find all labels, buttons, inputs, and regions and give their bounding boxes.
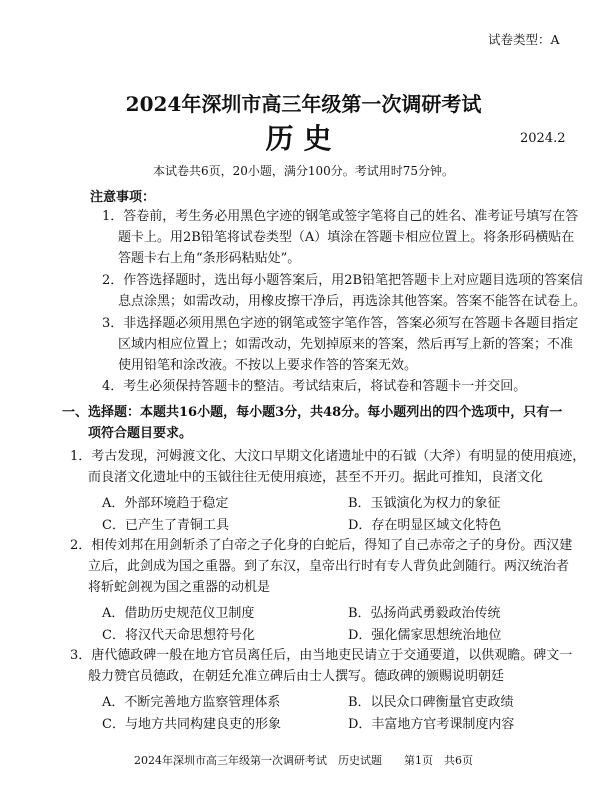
question-1-option-c: C．已产生了青铜工具 xyxy=(102,518,229,533)
question-3-option-b: B．以民众口碑衡量官吏政绩 xyxy=(348,695,514,710)
question-3-line-1: 3．唐代德政碑一般在地方官员离任后，由当地吏民请立于交通要道，以供观瞻。碑文一 xyxy=(70,648,573,663)
notice-3-line-3: 使用铅笔和涂改液。不按以上要求作答的答案无效。 xyxy=(118,358,418,373)
notice-1-line-3: 答题卡右上角“条形码粘贴处”。 xyxy=(118,251,301,266)
exam-date: 2024.2 xyxy=(520,131,566,146)
question-3-option-d: D．丰富地方官考课制度内容 xyxy=(348,717,515,732)
notice-2-line-2: 息点涂黑；如需改动，用橡皮擦干净后，再选涂其他答案。答案不能答在试卷上。 xyxy=(118,294,587,309)
question-1-line-1: 1．考古发现，河姆渡文化、大汶口早期文化诸遗址中的石钺（大斧）有明显的使用痕迹， xyxy=(70,449,586,464)
notice-1-line-1: 1．答卷前，考生务必用黑色字迹的钢笔或签字笔将自己的姓名、准考证号填写在答 xyxy=(102,209,579,224)
notice-2-line-1: 2．作答选择题时，选出每小题答案后，用2B铅笔把答题卡上对应题目选项的答案信 xyxy=(102,273,584,288)
question-2-option-c: C．将汉代天命思想符号化 xyxy=(102,628,255,643)
page-footer: 2024年深圳市高三年级第一次调研考试 历史试题 第1页 共6页 xyxy=(134,754,473,767)
question-3-line-2: 般力赞官员德政，在朝廷允准立碑后由士人撰写。德政碑的颁赐说明朝廷 xyxy=(88,669,505,684)
subject-heading: 历史 xyxy=(265,122,342,155)
question-2-line-3: 将斩蛇剑视为国之重器的动机是 xyxy=(88,580,271,595)
notice-title: 注意事项： xyxy=(90,190,156,205)
question-2-line-2: 立后，此剑成为国之重器。到了东汉，皇帝出行时有专人背负此剑随行。两汉统治者 xyxy=(88,559,570,574)
question-1-option-d: D．存在明显区域文化特色 xyxy=(348,518,502,533)
notice-3-line-1: 3．非选择题必须用黑色字迹的钢笔或签字笔作答，答案必须写在答题卡各题目指定 xyxy=(102,316,579,331)
paper-type-label: 试卷类型：A xyxy=(488,32,560,47)
question-1-option-b: B．玉钺演化为权力的象征 xyxy=(348,496,501,511)
question-1-line-2: 而良渚文化遗址中的玉钺往往无使用痕迹，甚至不开刃。据此可推知，良渚文化 xyxy=(88,470,544,485)
notice-4-line-1: 4．考生必须保持答题卡的整洁。考试结束后，将试卷和答题卡一并交回。 xyxy=(102,379,527,394)
question-3-option-a: A．不断完善地方监察管理体系 xyxy=(102,695,281,710)
exam-info: 本试卷共6页，20小题，满分100分。考试用时75分钟。 xyxy=(152,164,455,178)
notice-1-line-2: 题卡上。用2B铅笔将试卷类型（A）填涂在答题卡相应位置上。将条形码横贴在 xyxy=(118,230,575,245)
section-heading-line-2: 项符合题目要求。 xyxy=(88,426,193,441)
question-2-option-d: D．强化儒家思想统治地位 xyxy=(348,628,502,643)
question-2-option-a: A．借助历史规范仪卫制度 xyxy=(102,606,255,621)
question-3-option-c: C．与地方共同构建良吏的形象 xyxy=(102,717,281,732)
exam-title: 2024年深圳市高三年级第一次调研考试 xyxy=(125,92,482,116)
notice-3-line-2: 区域内相应位置上；如需改动，先划掉原来的答案，然后再写上新的答案；不准 xyxy=(118,337,574,352)
question-1-option-a: A．外部环境趋于稳定 xyxy=(102,496,229,511)
question-2-option-b: B．弘扬尚武勇毅政治传统 xyxy=(348,606,501,621)
section-heading-line-1: 一、选择题：本题共16小题，每小题3分，共48分。每小题列出的四个选项中，只有一 xyxy=(62,405,563,420)
question-2-line-1: 2．相传刘邦在用剑斩杀了白帝之子化身的白蛇后，得知了自己赤帝之子的身份。西汉建 xyxy=(70,538,573,553)
